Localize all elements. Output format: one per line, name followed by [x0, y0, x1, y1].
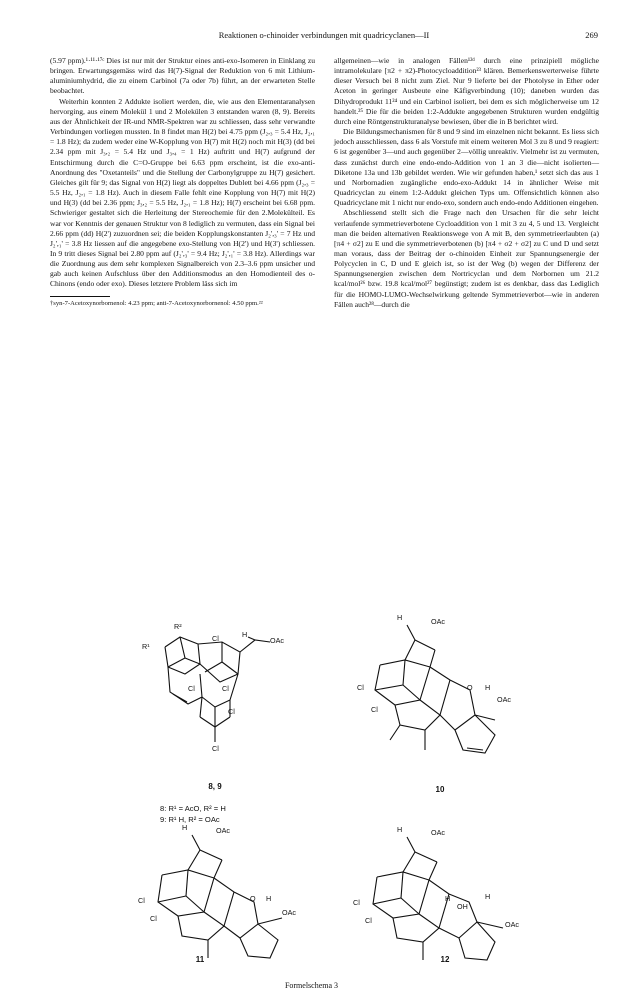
substituent-label: OAc: [431, 617, 445, 626]
substituent-label: Cl: [212, 634, 219, 643]
substituent-label: O: [467, 683, 473, 692]
substituent-label: OH: [457, 902, 468, 911]
right-paragraph: Die Bildungsmechanismen für 8 und 9 sind im einzelnen nicht bekannt. Es liess sich jedoch ausschliessen, dass 6 als Vorstufe mit einem weiteren Mol 3 zu 8 und 9 reagiert: 6 ist gegenüber 3—und auch gegenüber 2—völlig unreaktiv. Vielmehr ist zu vermuten, dass zunächst durch eine endo-endo-Addition von 1 an 3 die—nicht isolierten—Diketone 13a und 13b gebildet werden. Wie wir gefunden haben,¹ setzt sich das aus 1 und Norbornadien zugängliche endo-exo-Addukt 14 in ähnlicher Weise mit Quadricyclan zu einem 1:2-Addukt gleichen Typs um. Offensichtlich können also Quadricyclane mit 1 nicht nur endo-exo, sondern auch endo-endo Additionen eingehen.: [334, 127, 599, 208]
substituent-label: Cl: [212, 744, 219, 753]
substituent-label: Cl: [222, 684, 229, 693]
substituent-label: Cl: [357, 683, 364, 692]
substituent-label: O: [250, 894, 256, 903]
left-paragraph: Weiterhin konnten 2 Addukte isoliert werden, die, wie aus den Elementaranalysen hervorging, aus einem Molekül 1 und 2 Molekülen 3 entstanden waren (8, 9). Bereits aus der Ähnlichkeit der IR-und NMR-Spektren war zu schliessen, dass sehr verwandte Verbindungen vorliegen mussten. In 8 findet man H(2) bei 4.75 ppm (J₂,₃ = 5.4 Hz, J₂,₁ = 1.8 Hz); da zudem weder eine W-Kopplung von H(7) mit H(2) noch mit H(3) (dd bei 2.34 ppm mit J₃,₂ = 5.4 Hz und J₃,₄ = 1 Hz) auftritt und H(7) aufgrund der Entschirmung durch die C=O-Gruppe bei 6.63 ppm erscheint, ist die exo-anti-Anordnung des "Oxetanteils" und die Stellung der Carbonylgruppe zu H(7) gesichert. Gleiches gilt für 9; das Signal von H(2) liegt als doppeltes Dublett bei 4.66 ppm (J₂,₃ = 5.5 Hz, J₂,₁ = 1.8 Hz). Auch in diesem Falle fehlt eine Kopplung von H(7) mit H(2) und H(3) (dd bei 2.36 ppm; J₃,₂ = 5.5 Hz, J₂,₁ = 1.8 Hz); H(7) erscheint bei 6.68 ppm. Schwieriger gestaltet sich die Herleitung der Stereochemie für den 2.Molekülteil. Es war vor Kenntnis der genauen Struktur von 8 lediglich zu vermuten, dass ein Signal bei 2.66 ppm (dd) H(2') zuzuordnen sei; die beiden Kopplungskonstanten J₂',₃' = 7 Hz und J₂',₁' = 3.8 Hz liessen auf die angegebene exo-Stellung von H(2') und H(3') schliessen. In 9 tritt dieses Signal bei 2.80 ppm auf (J₂',₃' = 9.4 Hz; J₂',₁' = 3.8 Hz). Allerdings war die Zuordnung aus dem sehr komplexen Signalbereich von 2.3–3.6 ppm unsicher und gab auch keinen Aufschluss über den Additionsmodus an den Homodienteil des o-Chinons (endo oder exo). Dieses letztere Problem läss sich im: [50, 96, 315, 289]
compound-label: 10: [435, 785, 445, 794]
running-title: Reaktionen o-chinoider verbindungen mit quadricyclanen—II: [218, 30, 430, 40]
structure-11-drawing: [130, 820, 320, 970]
substituent-label: OAc: [216, 826, 230, 835]
substituent-label: OAc: [497, 695, 511, 704]
substituent-label: R¹: [142, 642, 150, 651]
substituent-label: Cl: [138, 896, 145, 905]
substituent-label: Cl: [228, 707, 235, 716]
structure-8-9: [130, 612, 300, 772]
left-column: [50, 56, 315, 308]
structure-10: [345, 605, 535, 785]
substituent-label: H: [242, 630, 248, 639]
substituent-label: OAc: [282, 908, 296, 917]
right-paragraph: Abschliessend stellt sich die Frage nach den Ursachen für die sehr leicht verlaufende symmetrieverbotene Cycloaddition von 1 mit 3 zu 4, 5 und 13. Vergleicht man die beiden alternativen Reaktionswege von A mit B, den symmetrieerlaubten (a) [π4 + σ2] zu E und die symmetrieverbotenen (b) [π4 + σ2 + σ2] zu C und D und setzt man voraus, dass der Beitrag der o-chinoiden Einheit zur Spannungsenergie der Polycyclen in C, D und E gleich ist, so ist der Weg (b) wegen der Differenz der Spannungsenergien zwischen dem Nortricyclan und dem Norbornen um 21.2 kcal/mol²⁶ bzw. 19.8 kcal/mol²⁷ begünstigt; zudem ist es denkbar, dass das Lediglich für die HOMO-LUMO-Wechselwirkung geltende Symmetrieverbot—wie in anderen Fällen auch²⁸—durch die: [334, 208, 599, 309]
substituent-label: OAc: [505, 920, 519, 929]
page-number: 269: [585, 30, 598, 40]
running-header: [50, 30, 598, 44]
structure-11: [130, 820, 320, 970]
left-paragraph: (5.97 ppm).¹·¹¹·¹⁷ᶜ Dies ist nur mit der Struktur eines anti-exo-Isomeren in Einklang zu bringen. Erwartungsgemäss wird das H(7)-Signal der Reduktion von 6 mit Lithium-aluminiumhydrid, die zu einem Carbinol (7a oder 7b) führt, an der erwarteten Stelle beobachtet.: [50, 56, 315, 96]
substituent-label: R²: [174, 622, 182, 631]
right-column: [334, 56, 599, 310]
compound-label: 8, 9: [208, 782, 222, 791]
substituent-label: Cl: [353, 898, 360, 907]
substituent-label: Cl: [188, 684, 195, 693]
substituent-label: H: [485, 892, 491, 901]
substituent-label: OAc: [431, 828, 445, 837]
legend-line: 9: R¹ H, R² = OAc: [160, 815, 220, 824]
substituent-label: OAc: [270, 636, 284, 645]
footnote-rule: [50, 296, 110, 297]
substituent-label: Cl: [365, 916, 372, 925]
compound-label: 12: [440, 955, 450, 964]
right-paragraph: allgemeinen—wie in analogen Fällen¹²ᵈ durch eine prinzipiell mögliche intramolekulare [π2 + π2)-Photocycloaddition²³ klären. Bemerkenswerterweise führte dieser Versuch bei 8 nicht zum Ziel. Nur 9 lieferte bei der Photolyse in Ether oder Aceton in geringer Ausbeute eine Käfigverbindung (10); daneben wurden das Dihydroprodukt 11²⁴ und ein Carbinol isoliert, bei dem es sich möglicherweise um 12 handelt.²⁵ Die für die beiden 1:2-Addukte angegebenen Strukturen wurden endgültig durch eine Röntgenstrukturanalyse bewiesen, über die in B berichtet wird.: [334, 56, 599, 126]
legend-line: 8: R¹ = AcO, R² = H: [160, 804, 226, 813]
substituent-label: H: [182, 823, 188, 832]
compound-label: 11: [195, 955, 205, 964]
substituent-label: H: [266, 894, 272, 903]
substituent-label: H: [397, 825, 403, 834]
figure-caption: Formelschema 3: [284, 981, 339, 990]
substituent-label: H: [485, 683, 491, 692]
substituent-label: H: [397, 613, 403, 622]
substituent-label: Cl: [371, 705, 378, 714]
footnote: †syn-7-Acetoxynorbornenol: 4.23 ppm; anti-7-Acetoxynorbornenol: 4.50 ppm.²²: [50, 299, 263, 307]
structure-12: [345, 822, 545, 972]
substituent-label: Cl: [150, 914, 157, 923]
substituent-label: H: [445, 894, 451, 903]
